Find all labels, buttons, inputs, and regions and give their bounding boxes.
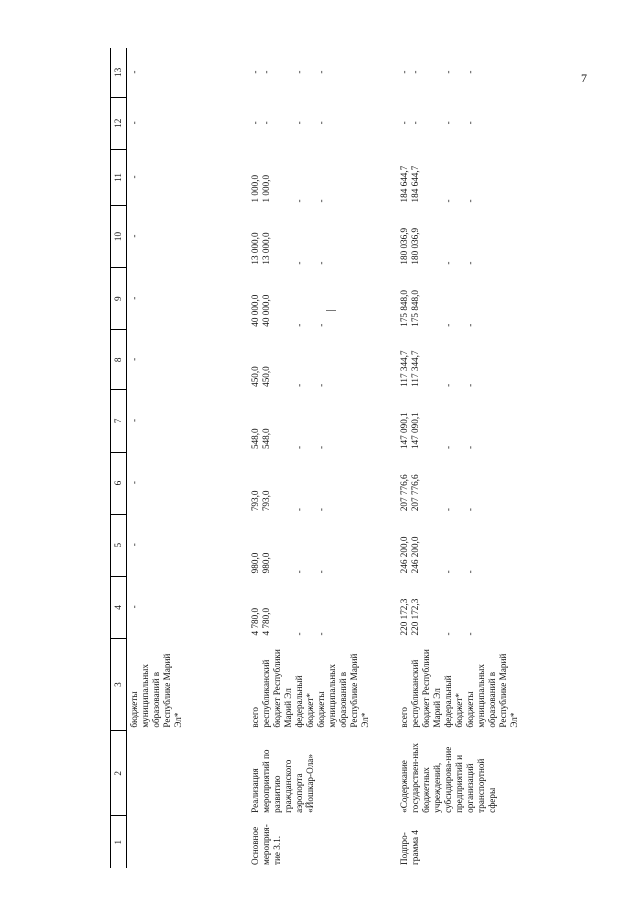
value-cell: - xyxy=(129,234,139,238)
value-federal: - xyxy=(442,323,453,327)
column-header-12: 12 xyxy=(111,97,127,149)
value-republic: 147 090,1 xyxy=(409,412,420,450)
value-federal: - xyxy=(442,121,453,125)
column-header-1: 1 xyxy=(111,816,127,868)
value-republic: - xyxy=(260,70,271,74)
row-description: «Содержание государствен-ных бюджетных учреждений, субсидирова-ние предприятий и организаций транспортной сферы xyxy=(398,743,497,813)
value-federal: - xyxy=(442,261,453,265)
value-municipal: - xyxy=(315,70,326,74)
value-municipal: - xyxy=(464,445,475,450)
value-republic: 40 000,0 xyxy=(260,294,271,327)
row-title xyxy=(127,816,247,868)
value-municipal: - xyxy=(315,261,326,265)
column-header-4: 4 xyxy=(111,576,127,638)
table-row xyxy=(127,48,247,868)
value-federal: - xyxy=(293,383,304,387)
value-cell xyxy=(247,97,397,149)
value-municipal: - xyxy=(315,445,326,450)
value-cell xyxy=(397,330,547,390)
value-total: 4 780,0 xyxy=(249,607,260,636)
value-municipal: - xyxy=(315,508,326,512)
value-total: 220 172,3 xyxy=(398,598,409,636)
value-total: 147 090,1 xyxy=(398,412,409,450)
funding-sources xyxy=(247,638,397,730)
funding-sources xyxy=(127,638,247,730)
value-total: - xyxy=(249,121,260,125)
value-cell: - xyxy=(129,296,139,300)
funding-source: федеральный бюджет* xyxy=(293,675,315,728)
value-republic: 548,0 xyxy=(260,428,271,450)
funding-source: всего xyxy=(398,706,409,728)
value-total: 548,0 xyxy=(249,428,260,450)
value-republic: 207 776,6 xyxy=(409,474,420,512)
value-republic: 175 848,0 xyxy=(409,290,420,327)
value-federal: - xyxy=(293,445,304,450)
value-republic: 246 200,0 xyxy=(409,536,420,574)
row-description: Реализация мероприятий по развитию гражданского аэропорта «Йошкар-Ола» xyxy=(249,749,315,813)
column-header-10: 10 xyxy=(111,205,127,267)
value-federal: - xyxy=(293,632,304,636)
column-header-3: 3 xyxy=(111,638,127,730)
table-row xyxy=(247,48,397,868)
value-cell xyxy=(397,205,547,267)
column-header-8: 8 xyxy=(111,330,127,390)
value-republic: 980,0 xyxy=(260,552,271,574)
column-header-11: 11 xyxy=(111,149,127,205)
column-header-6: 6 xyxy=(111,452,127,514)
value-cell xyxy=(397,390,547,452)
value-republic: 793,0 xyxy=(260,490,271,512)
value-municipal: - xyxy=(315,570,326,574)
value-republic: - xyxy=(409,70,420,74)
value-federal: - xyxy=(442,508,453,512)
value-federal: - xyxy=(442,445,453,450)
value-cell: - xyxy=(129,70,139,74)
funding-source: республиканский бюджет Республики Марий Эл xyxy=(409,649,442,728)
value-cell xyxy=(397,268,547,330)
value-cell xyxy=(247,452,397,514)
value-cell xyxy=(397,576,547,638)
value-republic: 13 000,0 xyxy=(260,232,271,265)
value-cell xyxy=(247,514,397,576)
value-republic: 117 344,7 xyxy=(409,350,420,387)
value-cell: - xyxy=(129,121,139,125)
value-total: 40 000,0 xyxy=(249,294,260,327)
value-total: - xyxy=(398,121,409,125)
value-republic: 4 780,0 xyxy=(260,607,271,636)
value-municipal: - xyxy=(464,323,475,327)
value-republic: - xyxy=(409,121,420,125)
value-municipal: - xyxy=(315,199,326,203)
value-cell xyxy=(247,48,397,97)
funding-source: бюджеты муниципальных образований в Республике Марий Эл* xyxy=(464,653,519,728)
value-total: 117 344,7 xyxy=(398,350,409,387)
funding-source: бюджеты муниципальных образований в Республике Марий Эл* xyxy=(129,653,183,728)
value-federal: - xyxy=(442,383,453,387)
value-republic: 450,0 xyxy=(260,366,271,387)
value-municipal: - xyxy=(315,632,326,636)
value-cell xyxy=(397,97,547,149)
value-republic: 220 172,3 xyxy=(409,598,420,636)
value-cell xyxy=(247,576,397,638)
column-header-7: 7 xyxy=(111,390,127,452)
row-title: Основное мероприя-тие 3.1. xyxy=(249,824,282,865)
column-header-2: 2 xyxy=(111,731,127,816)
value-municipal: - xyxy=(464,261,475,265)
value-federal: - xyxy=(442,70,453,74)
value-republic: 184 644,7 xyxy=(409,165,420,203)
value-municipal: - xyxy=(464,70,475,74)
value-cell xyxy=(397,48,547,97)
value-cell: - xyxy=(129,605,139,609)
value-republic: 1 000,0 xyxy=(260,174,271,203)
value-cell xyxy=(397,149,547,205)
value-total: 980,0 xyxy=(249,552,260,574)
value-cell xyxy=(247,205,397,267)
value-cell: - xyxy=(129,175,139,179)
value-municipal: - xyxy=(464,508,475,512)
funding-source: федеральный бюджет* xyxy=(442,675,464,728)
value-municipal: - xyxy=(315,121,326,125)
row-description xyxy=(127,731,247,816)
value-municipal: - xyxy=(464,383,475,387)
value-cell xyxy=(247,149,397,205)
value-municipal: - xyxy=(464,199,475,203)
funding-sources xyxy=(397,638,547,730)
table-row xyxy=(397,48,547,868)
value-cell xyxy=(247,268,397,330)
value-federal: - xyxy=(293,121,304,125)
value-cell xyxy=(397,514,547,576)
value-municipal: - xyxy=(315,383,326,387)
value-cell: - xyxy=(129,543,139,547)
funding-source: всего xyxy=(249,706,260,728)
value-total: - xyxy=(398,70,409,74)
value-federal: - xyxy=(293,70,304,74)
value-total: - xyxy=(249,70,260,74)
column-header-13: 13 xyxy=(111,48,127,97)
value-cell xyxy=(247,390,397,452)
value-cell xyxy=(247,330,397,390)
value-cell: - xyxy=(129,481,139,485)
column-header-5: 5 xyxy=(111,514,127,576)
value-cell xyxy=(397,452,547,514)
value-federal: - xyxy=(293,508,304,512)
value-federal: - xyxy=(293,323,304,327)
value-federal: - xyxy=(442,632,453,636)
value-total: 793,0 xyxy=(249,490,260,512)
value-municipal: - xyxy=(464,632,475,636)
value-total: 184 644,7 xyxy=(398,165,409,203)
program-financing-table xyxy=(110,48,547,868)
value-municipal: - xyxy=(315,323,326,327)
value-federal: - xyxy=(442,199,453,203)
value-federal: - xyxy=(293,570,304,574)
program-financing-table-rotated xyxy=(110,48,530,868)
value-total: 175 848,0 xyxy=(398,290,409,327)
value-federal: - xyxy=(293,261,304,265)
value-total: 13 000,0 xyxy=(249,232,260,265)
value-federal: - xyxy=(293,199,304,203)
value-municipal: - xyxy=(464,121,475,125)
value-total: 207 776,6 xyxy=(398,474,409,512)
value-federal: - xyxy=(442,570,453,574)
value-municipal: - xyxy=(464,570,475,574)
value-total: 246 200,0 xyxy=(398,536,409,574)
value-republic: 180 036,9 xyxy=(409,227,420,265)
value-total: 1 000,0 xyxy=(249,174,260,203)
funding-source: бюджеты муниципальных образований в Республике Марий Эл* xyxy=(315,653,370,728)
page-number: 7 xyxy=(581,71,587,85)
value-republic: - xyxy=(260,121,271,125)
value-total: 180 036,9 xyxy=(398,227,409,265)
funding-source: республиканский бюджет Республики Марий Эл xyxy=(260,649,293,728)
value-total: 450,0 xyxy=(249,366,260,387)
row-title: Подпро-грамма 4 xyxy=(398,830,420,865)
value-cell: - xyxy=(129,357,139,361)
column-header-9: 9 xyxy=(111,268,127,330)
column-number-row xyxy=(111,48,127,868)
value-cell: - xyxy=(129,418,139,422)
